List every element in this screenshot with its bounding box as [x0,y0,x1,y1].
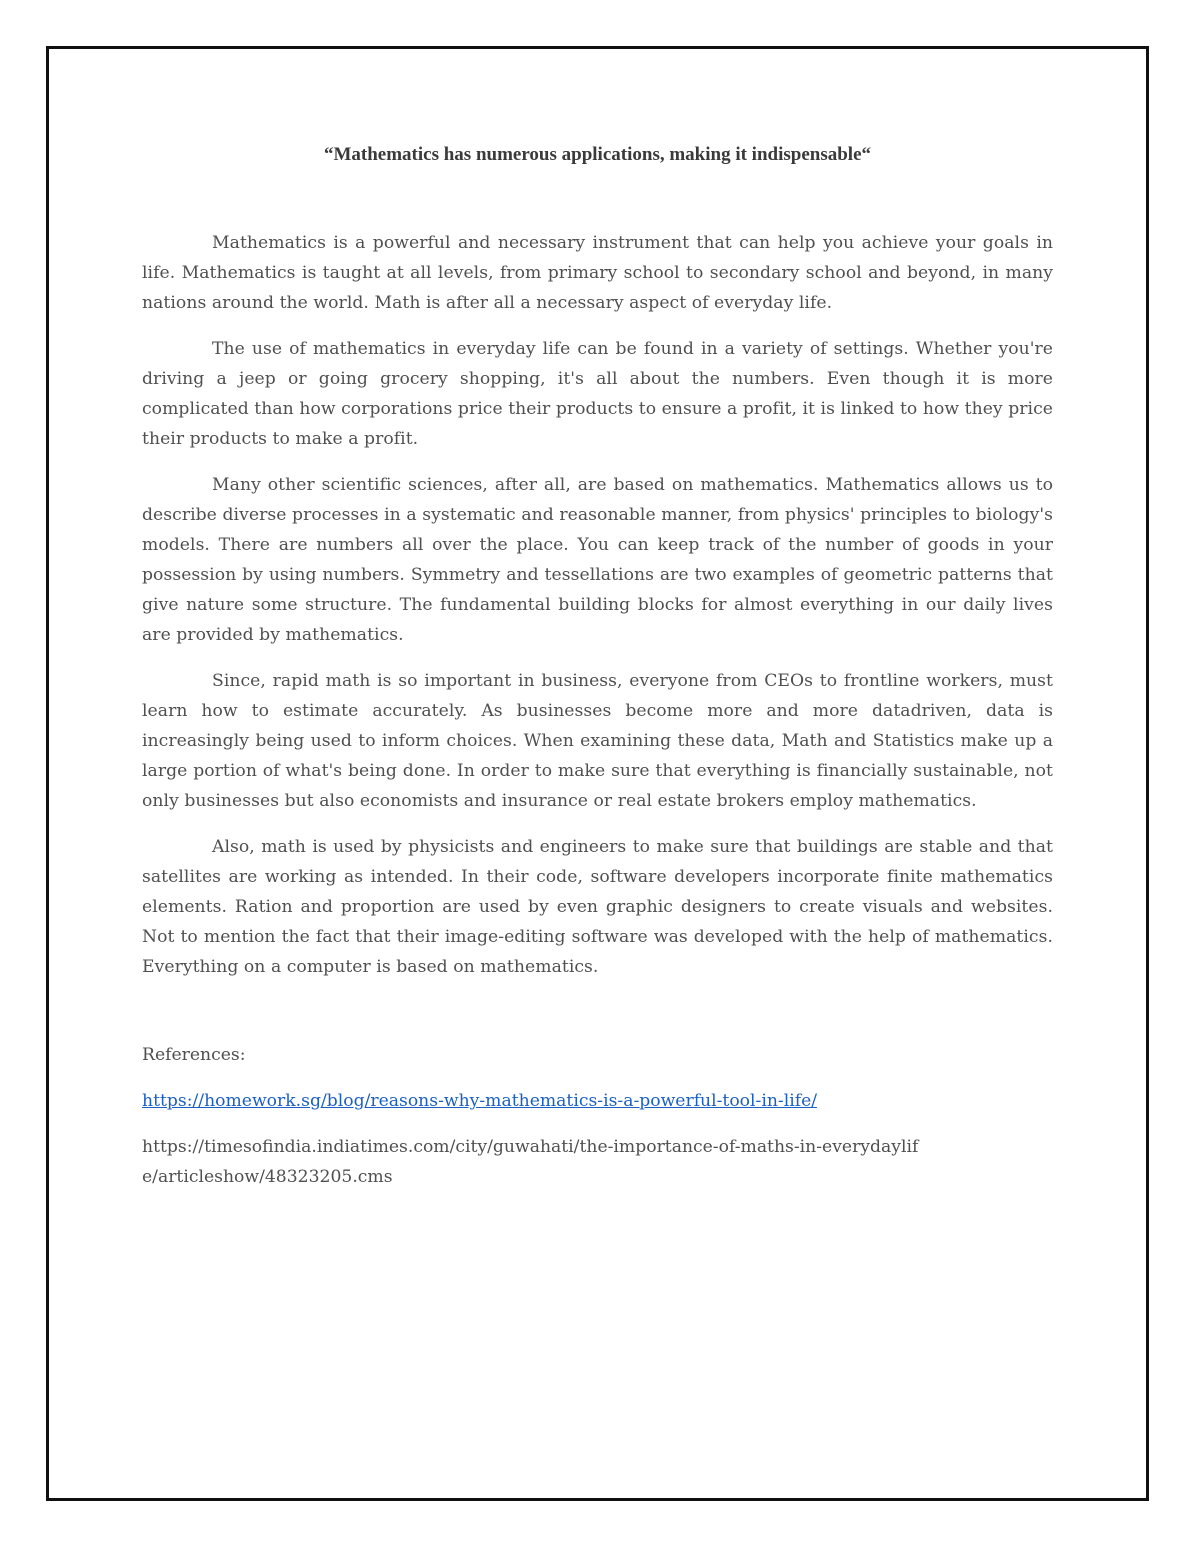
references-section [142,1040,1053,1192]
paragraph-5: Also, math is used by physicists and engineers to make sure that buildings are stable and that satellites are working as intended. In their code, software developers incorporate finite mathematics elements. Ration and proportion are used by even graphic designers to create visuals and websites. Not to mention the fact that their image-editing software was developed with the help of mathematics. Everything on a computer is based on mathematics. [142,837,1053,977]
paragraph-2: The use of mathematics in everyday life can be found in a variety of settings. Whether you're driving a jeep or going grocery shopping, it's all about the numbers. Even though it is more complicated than how corporations price their products to ensure a profit, it is linked to how they price their products to make a profit. [142,339,1053,449]
paragraph-1: Mathematics is a powerful and necessary instrument that can help you achieve your goals in life. Mathematics is taught at all levels, from primary school to secondary school and beyond, in many nations around the world. Math is after all a necessary aspect of everyday life. [142,233,1053,313]
document-content [142,138,1053,1192]
document-body [142,228,1053,982]
document-title: “Mathematics has numerous applications, making it indispensable“ [323,144,872,165]
paragraph-4: Since, rapid math is so important in business, everyone from CEOs to frontline workers, must learn how to estimate accurately. As businesses become more and more datadriven, data is increasingly being used to inform choices. When examining these data, Math and Statistics make up a large portion of what's being done. In order to make sure that everything is financially sustainable, not only businesses but also economists and insurance or real estate brokers employ mathematics. [142,671,1053,811]
reference-link-homework[interactable]: https://homework.sg/blog/reasons-why-mathematics-is-a-powerful-tool-in-life/ [142,1091,818,1111]
references-heading: References: [142,1045,246,1065]
paragraph-3: Many other scientific sciences, after all, are based on mathematics. Mathematics allows us to describe diverse processes in a systematic and reasonable manner, from physics' principles to biology's models. There are numbers all over the place. You can keep track of the number of goods in your possession by using numbers. Symmetry and tessellations are two examples of geometric patterns that give nature some structure. The fundamental building blocks for almost everything in our daily lives are provided by mathematics. [142,475,1053,645]
reference-text-timesofindia: https://timesofindia.indiatimes.com/city/guwahati/the-importance-of-maths-in-everydaylife/articleshow/48323205.cms [142,1137,919,1187]
